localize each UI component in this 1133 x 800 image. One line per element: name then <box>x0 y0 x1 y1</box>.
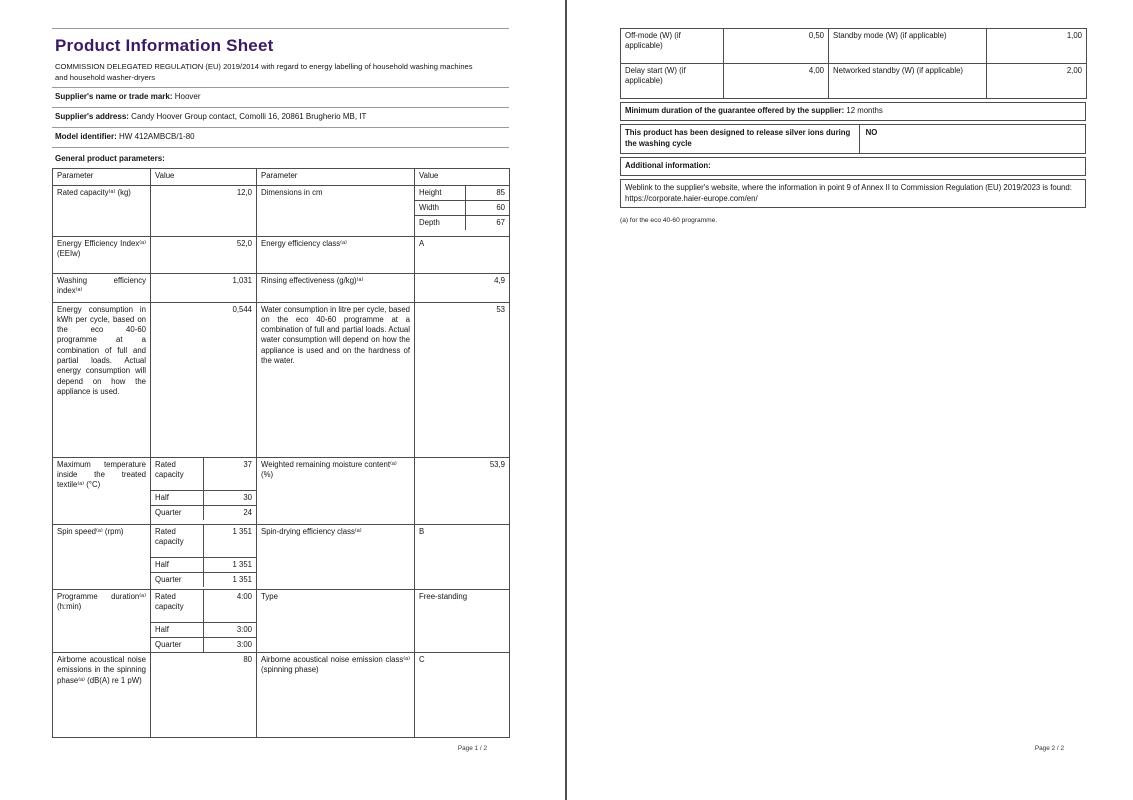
param-cell: Maximum temperature inside the treated textile⁽ᵃ⁾ (°C) <box>53 457 151 524</box>
sub-label: Quarter <box>151 505 204 520</box>
sub-value: 37 <box>204 458 257 491</box>
param-cell: Off-mode (W) (if applicable) <box>621 29 724 64</box>
value-cell: Free-standing <box>415 589 510 653</box>
power-modes-table <box>620 28 1087 99</box>
sub-label: Quarter <box>151 572 204 587</box>
col-header: Value <box>415 168 510 185</box>
table-row <box>53 457 510 524</box>
param-cell: Programme duration⁽ᵃ⁾ (h:min) <box>53 589 151 653</box>
value-cell: 1,031 <box>151 273 257 302</box>
additional-information-label: Additional information: <box>620 157 1086 176</box>
value-cell: 1,00 <box>987 29 1087 64</box>
value-cell: 52,0 <box>151 236 257 273</box>
silver-ions-row <box>620 124 1086 154</box>
param-cell: Water consumption in litre per cycle, based on the eco 40-60 programme at a combination of full and partial loads. Actual water consumption will depend on how the appliance is used and on the hardness of the water. <box>257 302 415 457</box>
value-cell: 2,00 <box>987 64 1087 99</box>
page-number: Page 1 / 2 <box>457 745 487 752</box>
supplier-name-label: Supplier's name or trade mark: <box>55 92 173 102</box>
value-cell: 4,00 <box>724 64 829 99</box>
dimensions-subtable-cell <box>415 185 510 236</box>
sub-value: 24 <box>204 505 257 520</box>
param-cell: Spin speed⁽ᵃ⁾ (rpm) <box>53 524 151 589</box>
table-row <box>415 216 509 231</box>
load-subtable-cell <box>151 457 257 524</box>
param-cell: Standby mode (W) (if applicable) <box>829 29 987 64</box>
value-cell: 0,50 <box>724 29 829 64</box>
value-cell: 53,9 <box>415 457 510 524</box>
dim-value: 60 <box>466 200 509 215</box>
table-row <box>53 185 510 236</box>
dim-value: 67 <box>466 216 509 231</box>
sub-value: 1 351 <box>204 557 257 572</box>
table-row <box>415 200 509 215</box>
table-row <box>53 653 510 738</box>
load-subtable <box>151 525 256 588</box>
sub-label: Rated capacity <box>151 458 204 491</box>
table-row <box>151 622 256 637</box>
regulation-text: COMMISSION DELEGATED REGULATION (EU) 2019/2014 with regard to energy labelling of household washing machines and household washer-dryers <box>55 61 473 82</box>
supplier-address-row <box>52 108 509 128</box>
table-row <box>621 29 1087 64</box>
table-row <box>53 236 510 273</box>
guarantee-label: Minimum duration of the guarantee offered by the supplier: <box>625 106 845 115</box>
value-cell: C <box>415 653 510 738</box>
page-title: Product Information Sheet <box>55 36 274 55</box>
table-row <box>151 572 256 587</box>
sub-value: 3:00 <box>204 637 257 652</box>
param-cell: Airborne acoustical noise emissions in the spinning phase⁽ᵃ⁾ (dB(A) re 1 pW) <box>53 653 151 738</box>
value-cell: 0,544 <box>151 302 257 457</box>
param-cell: Networked standby (W) (if applicable) <box>829 64 987 99</box>
supplier-address-value: Candy Hoover Group contact, Comolli 16, 20861 Brugherio MB, IT <box>131 111 367 121</box>
param-cell: Dimensions in cm <box>257 185 415 236</box>
sub-label: Rated capacity <box>151 590 204 623</box>
value-cell: A <box>415 236 510 273</box>
table-row <box>53 302 510 457</box>
weblink-url[interactable]: https://corporate.haier-europe.com/en/ <box>625 193 758 203</box>
param-cell: Airborne acoustical noise emission class⁽ᵃ⁾ (spinning phase) <box>257 653 415 738</box>
value-cell: 53 <box>415 302 510 457</box>
load-subtable <box>151 590 256 653</box>
table-row <box>151 505 256 520</box>
table-header-row <box>53 168 510 185</box>
sub-label: Rated capacity <box>151 525 204 558</box>
param-cell: Energy Efficiency Index⁽ᵃ⁾ (EEIw) <box>53 236 151 273</box>
dim-label: Depth <box>415 216 466 231</box>
param-cell: Delay start (W) (if applicable) <box>621 64 724 99</box>
sub-value: 1 351 <box>204 525 257 558</box>
param-cell: Energy consumption in kWh per cycle, based on the eco 40-60 programme at a combination of full and partial loads. Actual energy consumption will depend on how the appliance is used. <box>53 302 151 457</box>
col-header: Parameter <box>257 168 415 185</box>
supplier-name-row <box>52 88 509 108</box>
supplier-name-value: Hoover <box>174 92 201 102</box>
guarantee-value: 12 months <box>846 106 883 115</box>
sub-value: 4:00 <box>204 590 257 623</box>
dim-value: 85 <box>466 186 509 201</box>
load-subtable-cell <box>151 589 257 653</box>
dim-label: Width <box>415 200 466 215</box>
page-2 <box>620 28 1086 752</box>
guarantee-row <box>620 102 1086 121</box>
model-identifier-value: HW 412AMBCB/1-80 <box>119 131 195 141</box>
table-row <box>151 458 256 491</box>
table-row <box>151 637 256 652</box>
silver-ions-label: This product has been designed to release silver ions during the washing cycle <box>621 125 860 153</box>
dimensions-subtable <box>415 186 509 231</box>
table-row <box>621 64 1087 99</box>
page-divider-line <box>565 0 567 800</box>
page-number: Page 2 / 2 <box>1034 745 1064 752</box>
table-row <box>53 589 510 653</box>
sub-label: Quarter <box>151 637 204 652</box>
sub-value: 30 <box>204 490 257 505</box>
table-row <box>151 557 256 572</box>
weblink-text: Weblink to the supplier's website, where the information in point 9 of Annex II to Commission Regulation (EU) 2019/2023 is found: <box>625 182 1072 192</box>
parameters-table <box>52 168 510 739</box>
page-1 <box>52 28 509 752</box>
value-cell: B <box>415 524 510 589</box>
load-subtable-cell <box>151 524 257 589</box>
value-cell: 12,0 <box>151 185 257 236</box>
param-cell: Rinsing effectiveness (g/kg)⁽ᵃ⁾ <box>257 273 415 302</box>
col-header: Value <box>151 168 257 185</box>
param-cell: Rated capacity⁽ᵃ⁾ (kg) <box>53 185 151 236</box>
general-parameters-label: General product parameters: <box>55 153 165 163</box>
sub-value: 3:00 <box>204 622 257 637</box>
param-cell: Washing efficiency index⁽ᵃ⁾ <box>53 273 151 302</box>
dim-label: Height <box>415 186 466 201</box>
table-row <box>151 525 256 558</box>
sub-value: 1 351 <box>204 572 257 587</box>
header-block <box>52 28 509 168</box>
value-cell: 80 <box>151 653 257 738</box>
param-cell: Type <box>257 589 415 653</box>
model-identifier-row <box>52 128 509 148</box>
silver-ions-value: NO <box>865 127 878 137</box>
sub-label: Half <box>151 490 204 505</box>
sub-label: Half <box>151 622 204 637</box>
supplier-address-label: Supplier's address: <box>55 111 129 121</box>
title-row <box>52 29 509 88</box>
param-cell: Spin-drying efficiency class⁽ᵃ⁾ <box>257 524 415 589</box>
weblink-row <box>620 179 1086 209</box>
value-cell: 4,9 <box>415 273 510 302</box>
param-cell: Weighted remaining moisture content⁽ᵃ⁾ (%) <box>257 457 415 524</box>
table-row <box>53 524 510 589</box>
sub-label: Half <box>151 557 204 572</box>
load-subtable <box>151 458 256 521</box>
col-header: Parameter <box>53 168 151 185</box>
table-row <box>53 273 510 302</box>
table-row <box>151 590 256 623</box>
param-cell: Energy efficiency class⁽ᵃ⁾ <box>257 236 415 273</box>
table-row <box>415 186 509 201</box>
table-row <box>151 490 256 505</box>
footnote: (a) for the eco 40-60 programme. <box>620 217 718 225</box>
model-identifier-label: Model identifier: <box>55 131 117 141</box>
